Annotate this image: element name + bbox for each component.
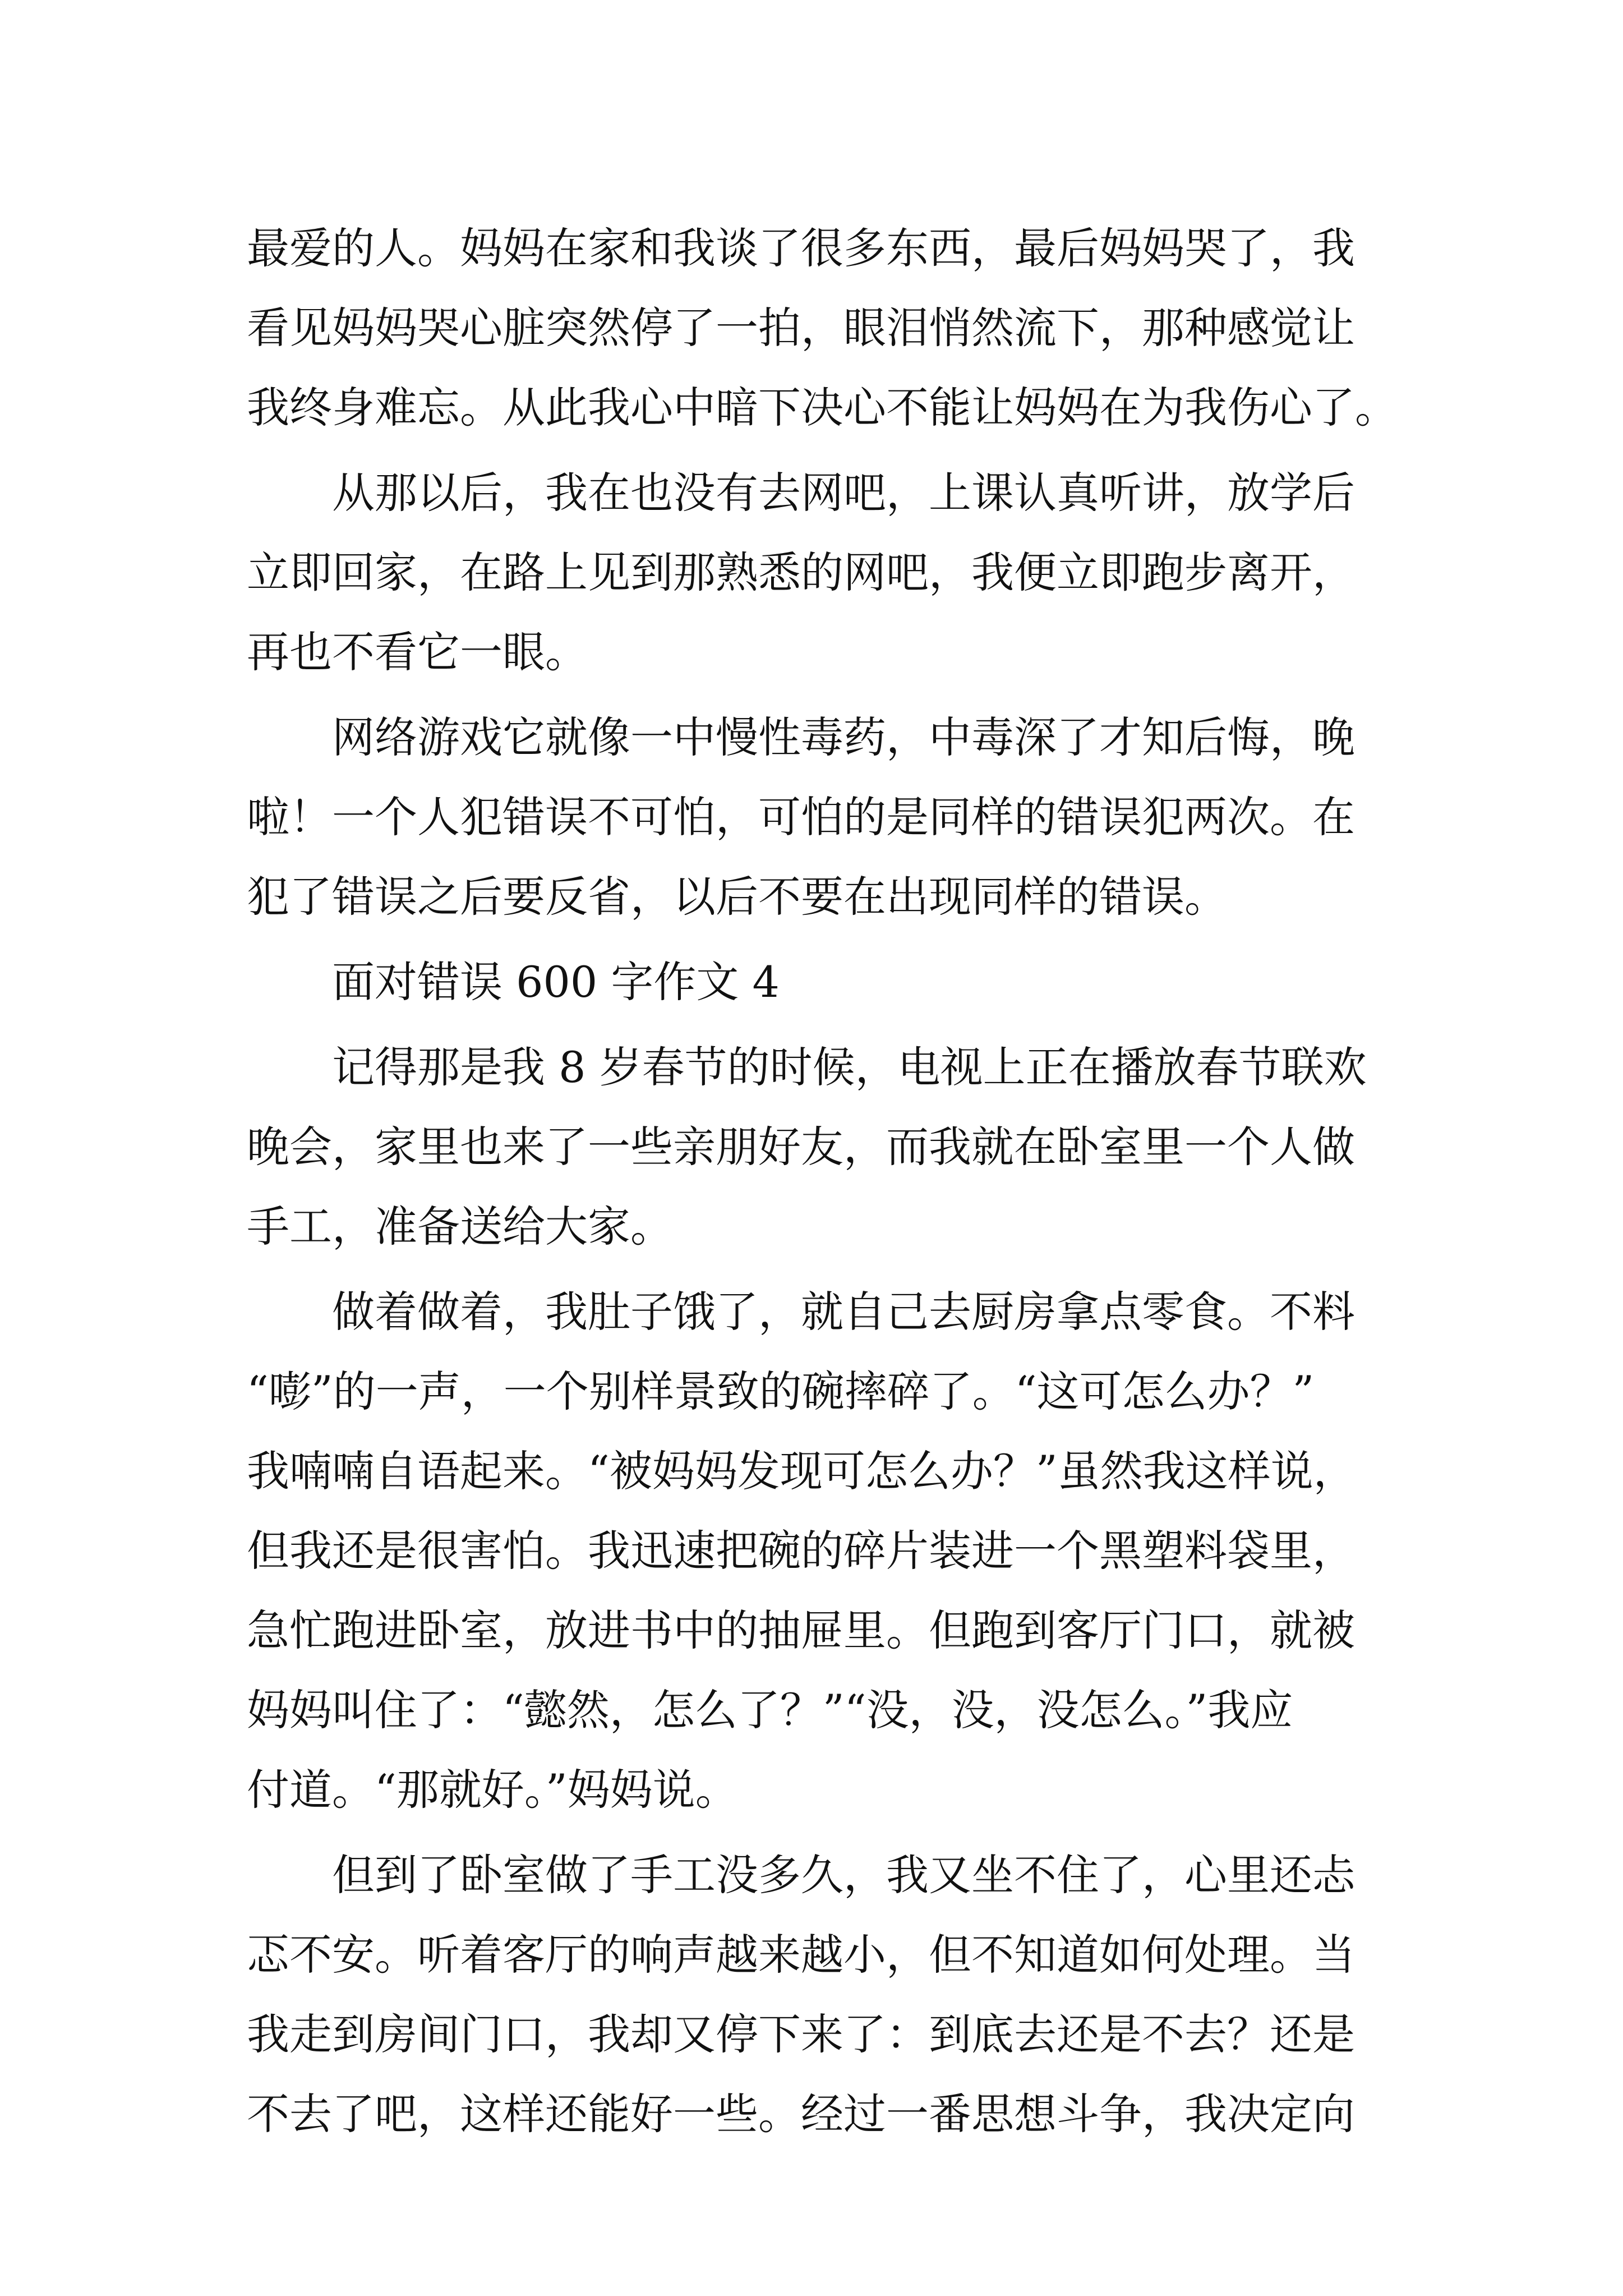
text-line: 手工，准备送给大家。: [247, 1202, 673, 1251]
text-line: 付道。“那就好。”妈妈说。: [247, 1765, 738, 1815]
text-line: 犯了错误之后要反省，以后不要在出现同样的错误。: [247, 872, 1227, 922]
paragraph-first-line: 但到了卧室做了手工没多久，我又坐不住了，心里还忐: [332, 1850, 1355, 1900]
text-line: 我喃喃自语起来。“被妈妈发现可怎么办？”虽然我这样说，: [247, 1446, 1356, 1496]
text-line: 妈妈叫住了：“懿然，怎么了？”“没，没，没怎么。”我应: [247, 1685, 1293, 1735]
text-line: 但我还是很害怕。我迅速把碗的碎片装进一个黑塑料袋里，: [247, 1526, 1355, 1576]
paragraph-gap: [247, 448, 1413, 453]
text-line: 最爱的人。妈妈在家和我谈了很多东西，最后妈妈哭了，我: [247, 223, 1355, 273]
text-line: “嘭”的一声，一个别样景致的碗摔碎了。“这可怎么办？”: [247, 1366, 1315, 1416]
body-text: [247, 209, 1413, 2154]
paragraph-first-line: 记得那是我 8 岁春节的时候，电视上正在播放春节联欢: [332, 1042, 1367, 1092]
text-line: 我走到房间门口，我却又停下来了：到底去还是不去？还是: [247, 2009, 1355, 2059]
text-line: 再也不看它一眼。: [247, 627, 588, 677]
text-line: 啦！一个人犯错误不可怕，可怕的是同样的错误犯两次。在: [247, 792, 1355, 842]
paragraph-first-line: 网络游戏它就像一中慢性毒药，中毒深了才知后悔，晚: [332, 712, 1355, 762]
paragraph-gap: [247, 692, 1413, 698]
paragraph-first-line: 从那以后，我在也没有去网吧，上课认真听讲，放学后: [332, 468, 1355, 518]
text-line: 晚会，家里也来了一些亲朋好友，而我就在卧室里一个人做: [247, 1122, 1355, 1172]
text-line: 忑不安。听着客厅的响声越来越小，但不知道如何处理。当: [247, 1930, 1355, 1980]
paragraph-first-line: 做着做着，我肚子饿了，就自己去厨房拿点零食。不料: [332, 1287, 1355, 1337]
paragraph-gap: [247, 1022, 1413, 1028]
text-line: 立即回家，在路上见到那熟悉的网吧，我便立即跑步离开，: [247, 547, 1355, 597]
paragraph-gap: [247, 1267, 1413, 1272]
text-line: 急忙跑进卧室，放进书中的抽屉里。但跑到客厅门口，就被: [247, 1605, 1355, 1655]
paragraph-gap: [247, 1830, 1413, 1835]
text-line: 我终身难忘。从此我心中暗下决心不能让妈妈在为我伤心了。: [247, 383, 1398, 432]
paragraph-gap: [247, 937, 1413, 942]
section-heading: 面对错误 600 字作文 4: [332, 957, 780, 1007]
text-line: 看见妈妈哭心脏突然停了一拍，眼泪悄然流下，那种感觉让: [247, 303, 1355, 353]
text-line: 不去了吧，这样还能好一些。经过一番思想斗争，我决定向: [247, 2089, 1355, 2139]
